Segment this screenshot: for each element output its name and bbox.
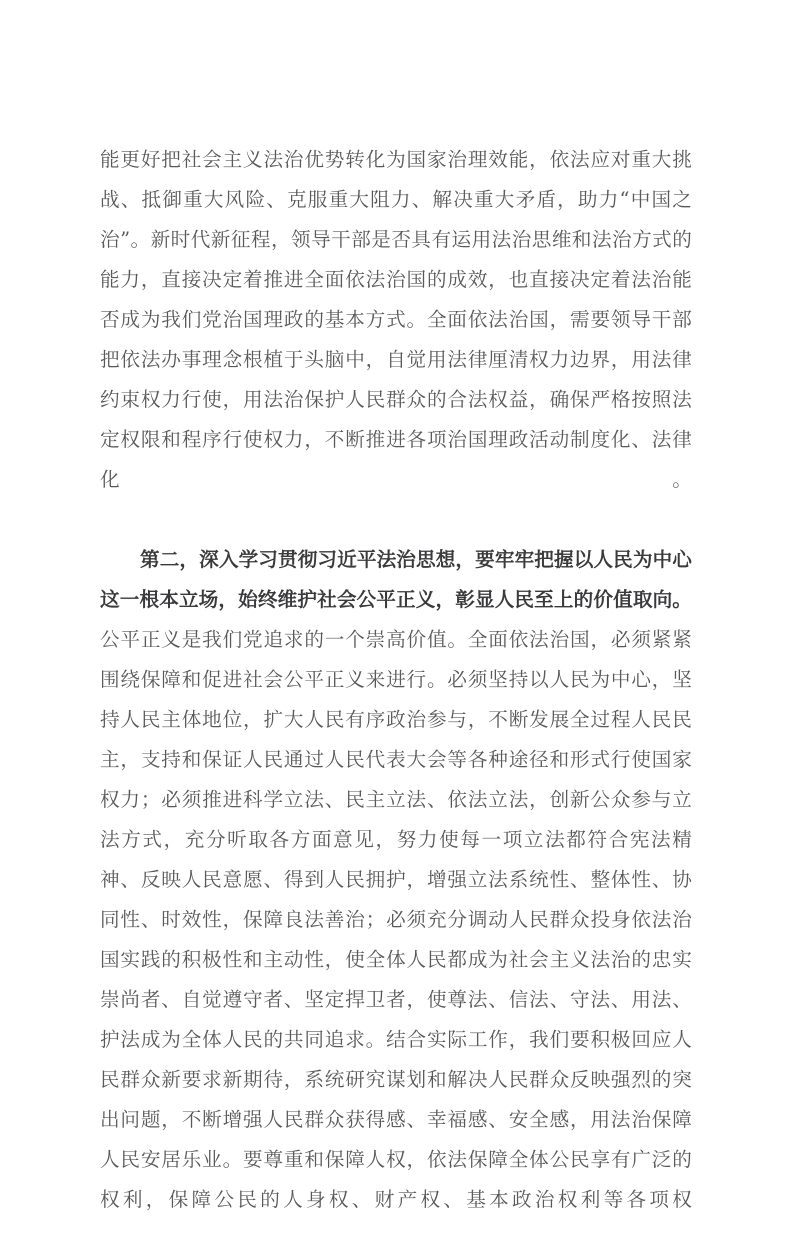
bold-text-run: 第二，深入学习贯彻习近平法治思想，要牢牢把握以人民为中心这一根本立场，始终维护社会公平正义，彰显人民至上的价值取向。 xyxy=(100,548,692,611)
paragraph xyxy=(100,140,692,540)
text-run: 能更好把社会主义法治优势转化为国家治理效能，依法应对重大挑战、抵御重大风险、克服重大阻力、解决重大矛盾，助力“中国之治”。新时代新征程，领导干部是否具有运用法治思维和法治方式的能力，直接决定着推进全面依法治国的成效，也直接决定着法治能否成为我们党治国理政的基本方式。全面依法治国，需要领导干部把依法办事理念根植于头脑中，自觉用法律厘清权力边界，用法律约束权力行使，用法治保护人民群众的合法权益，确保严格按照法定权限和程序行使权力，不断推进各项治国理政活动制度化、法律化。 xyxy=(100,148,692,491)
text-run: 公平正义是我们党追求的一个崇高价值。全面依法治国，必须紧紧围绕保障和促进社会公平正义来进行。必须坚持以人民为中心，坚持人民主体地位，扩大人民有序政治参与，不断发展全过程人民民主，支持和保证人民通过人民代表大会等各种途径和形式行使国家权力；必须推进科学立法、民主立法、依法立法，创新公众参与立法方式，充分听取各方面意见，努力使每一项立法都符合宪法精神、反映人民意愿、得到人民拥护，增强立法系统性、整体性、协同性、时效性，保障良法善治；必须充分调动人民群众投身依法治国实践的积极性和主动性，使全体人民都成为社会主义法治的忠实崇尚者、自觉遵守者、坚定捍卫者，使尊法、信法、守法、用法、护法成为全体人民的共同追求。结合实际工作，我们要积极回应人民群众新要求新期待，系统研究谋划和解决人民群众反映强烈的突出问题，不断增强人民群众获得感、幸福感、安全感，用法治保障人民安居乐业。要尊重和保障人权，依法保障全体公民享有广泛的权利，保障公民的人身权、财产权、基本政治权利等各项权 xyxy=(100,628,692,1211)
document-body xyxy=(100,140,692,1260)
paragraph xyxy=(100,540,692,1260)
